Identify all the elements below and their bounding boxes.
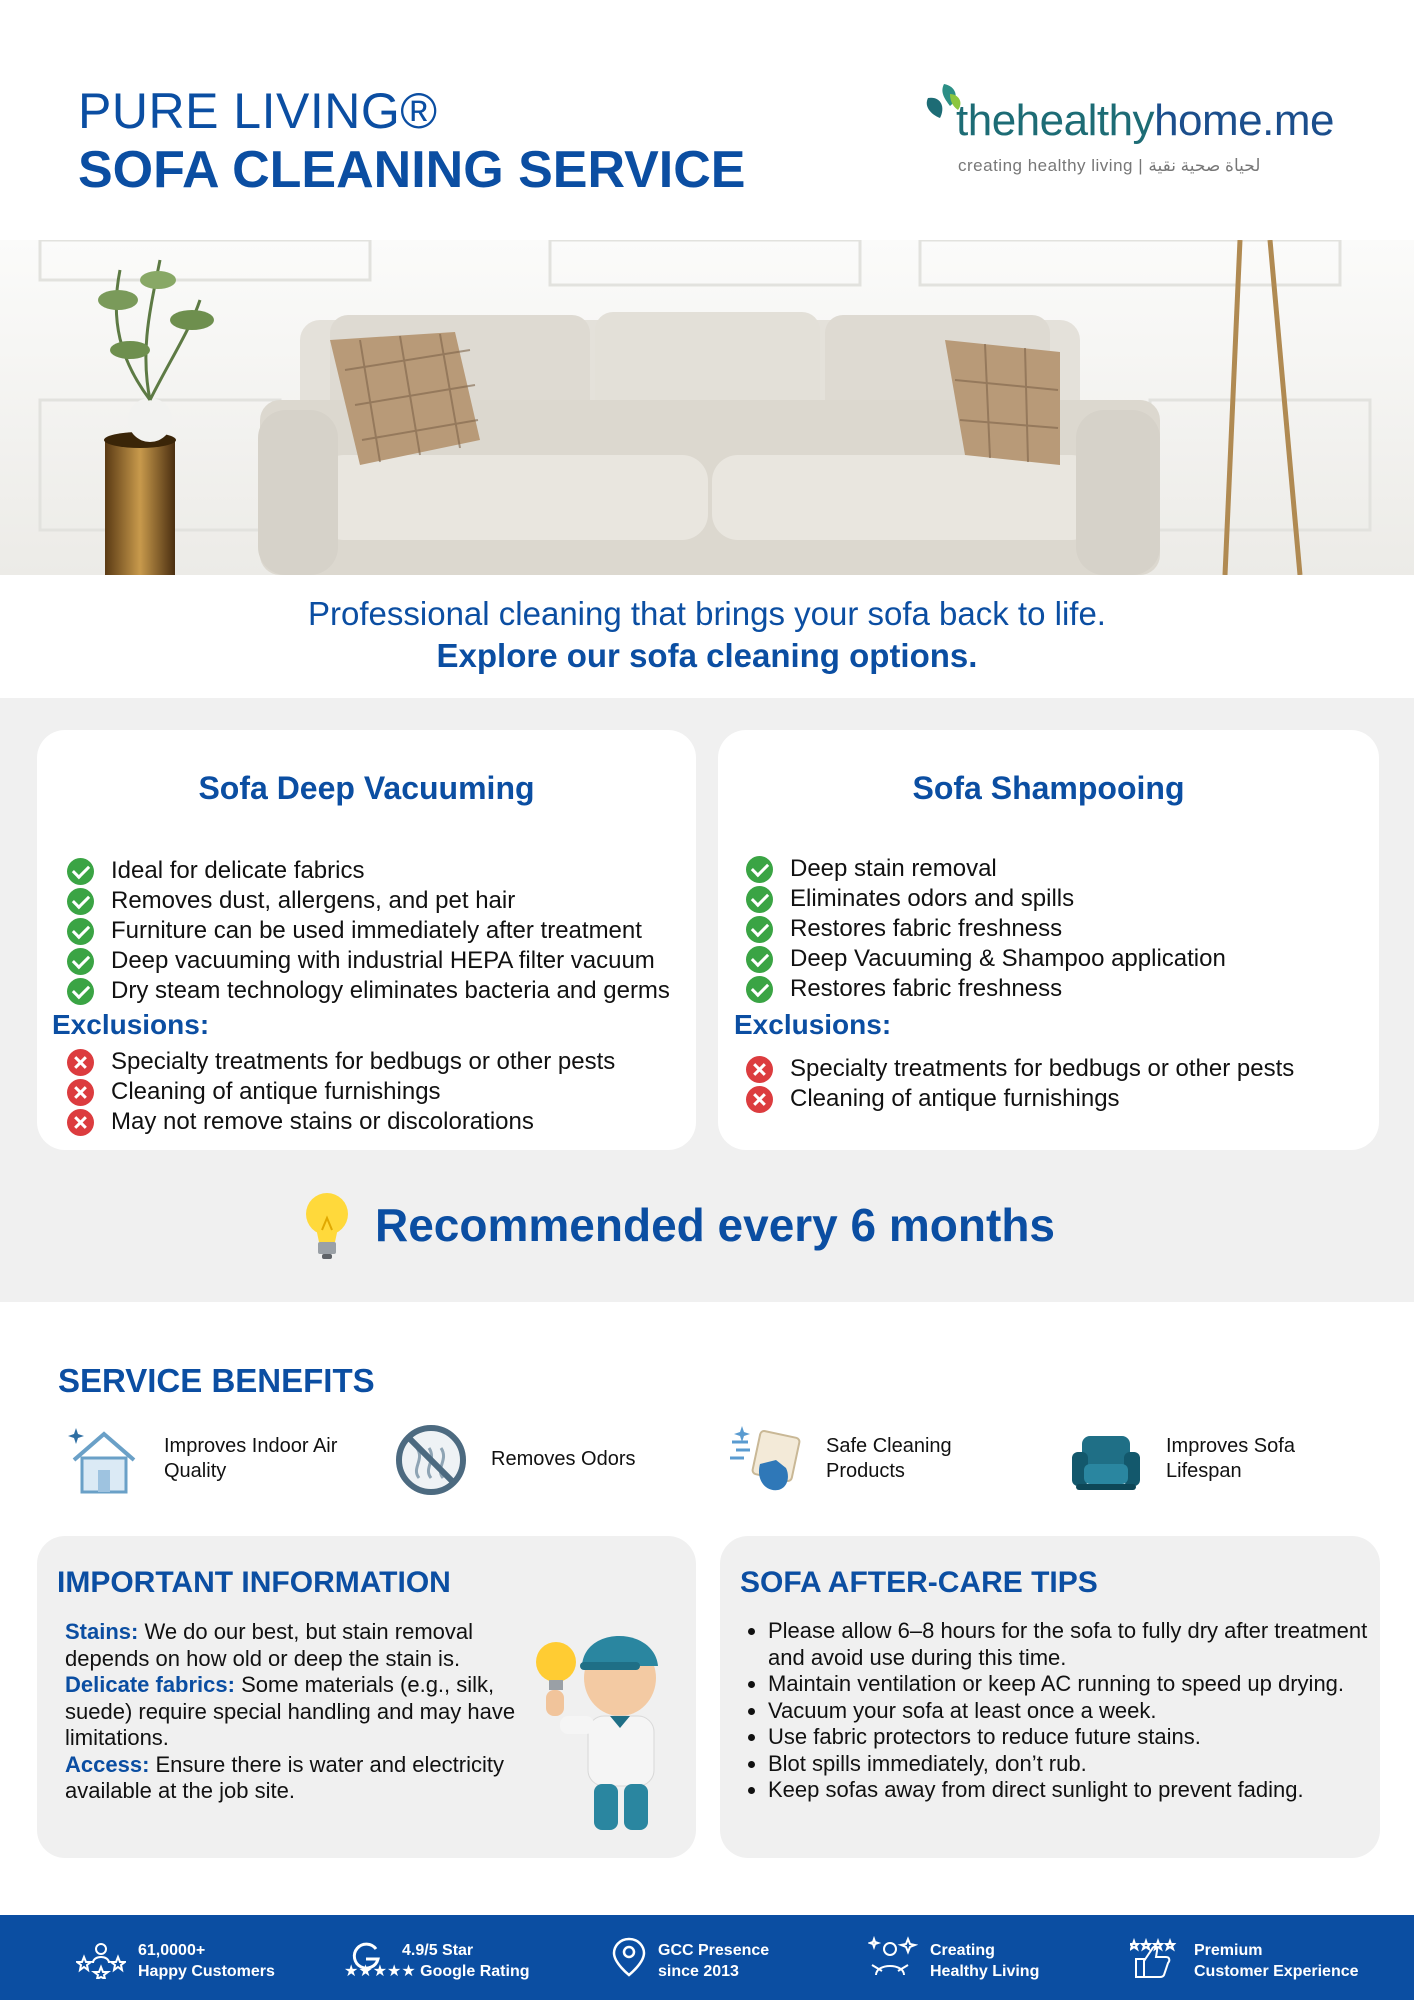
benefit-label: Improves Sofa Lifespan [1166, 1435, 1295, 1482]
house-icon [64, 1420, 144, 1500]
stat-text: GCC Presence since 2013 [658, 1942, 770, 1980]
cross-icon [746, 1086, 773, 1113]
important-info-heading: IMPORTANT INFORMATION [57, 1566, 451, 1599]
aftercare-tip: • Use fabric protectors to reduce future stains. [768, 1724, 1374, 1751]
company-logo[interactable] [922, 82, 1362, 182]
feature-item: Deep vacuuming with industrial HEPA filter vacuum [67, 946, 670, 976]
technician-mascot-icon [524, 1616, 674, 1836]
cross-icon [67, 1109, 94, 1136]
check-icon [746, 946, 773, 973]
thumbs-up-icon [1130, 1935, 1180, 1979]
check-icon [67, 918, 94, 945]
armchair-icon [1066, 1420, 1146, 1500]
feature-item: Furniture can be used immediately after treatment [67, 916, 670, 946]
benefits-heading: SERVICE BENEFITS [58, 1362, 375, 1399]
header [0, 0, 1414, 240]
cross-icon [746, 1056, 773, 1083]
exclusions-heading: Exclusions: [52, 1009, 210, 1040]
check-icon [746, 916, 773, 943]
option-title: Sofa Shampooing [912, 770, 1185, 806]
exclusion-list [67, 1047, 615, 1137]
brand-title: PURE LIVING® [78, 83, 438, 139]
check-icon [67, 858, 94, 885]
aftercare-tip: • Blot spills immediately, don’t rub. [768, 1751, 1374, 1778]
exclusion-item: Cleaning of antique furnishings [67, 1077, 615, 1107]
no-odor-icon [391, 1420, 471, 1500]
lightbulb-icon [302, 1190, 352, 1262]
aftercare-tip: • Vacuum your sofa at least once a week. [768, 1698, 1374, 1725]
check-icon [746, 976, 773, 1003]
sofa-illustration [0, 240, 1414, 575]
exclusion-item: Specialty treatments for bedbugs or other pests [67, 1047, 615, 1077]
feature-item: Deep Vacuuming & Shampoo application [746, 944, 1226, 974]
check-icon [67, 888, 94, 915]
benefit-label: Removes Odors [491, 1448, 636, 1470]
recommendation-banner [0, 1190, 1414, 1270]
cleaning-cloth-icon [726, 1420, 806, 1500]
check-icon [67, 948, 94, 975]
important-info-card [37, 1536, 696, 1858]
feature-item: Removes dust, allergens, and pet hair [67, 886, 670, 916]
logo-tagline: creating healthy living | لحياة صحية نقية [958, 156, 1261, 175]
feature-item: Eliminates odors and spills [746, 884, 1226, 914]
check-icon [67, 978, 94, 1005]
page-title: SOFA CLEANING SERVICE [78, 141, 746, 199]
recommendation-text: Recommended every 6 months [375, 1199, 1056, 1251]
intro-cta: Explore our sofa cleaning options. [436, 637, 978, 674]
intro-tagline: Professional cleaning that brings your sofa back to life. [308, 595, 1106, 632]
cross-icon [67, 1049, 94, 1076]
stars-people-icon [76, 1935, 126, 1979]
benefit-label: Safe Cleaning Products [826, 1435, 952, 1482]
aftercare-tip: • Keep sofas away from direct sunlight to prevent fading. [768, 1777, 1374, 1804]
feature-list [67, 856, 670, 1006]
exclusion-item: May not remove stains or discolorations [67, 1107, 615, 1137]
check-icon [746, 856, 773, 883]
aftercare-tip: • Maintain ventilation or keep AC running to speed up drying. [768, 1671, 1374, 1698]
feature-item: Restores fabric freshness [746, 914, 1226, 944]
feature-item: Ideal for delicate fabrics [67, 856, 670, 886]
feature-item: Dry steam technology eliminates bacteria and germs [67, 976, 670, 1006]
check-icon [746, 886, 773, 913]
intro-section [0, 575, 1414, 698]
option-card-deep-vacuuming [37, 730, 696, 1150]
feature-list [746, 854, 1226, 1004]
aftercare-tips-list [744, 1618, 1374, 1804]
cross-icon [67, 1079, 94, 1106]
aftercare-tip: • Please allow 6–8 hours for the sofa to fully dry after treatment and avoid use during this time. [768, 1618, 1374, 1671]
aftercare-tips-card [720, 1536, 1380, 1858]
important-info-body: Stains: We do our best, but stain removal depends on how old or deep the stain is. Delicate fabrics: Some materials (e.g., silk, suede) require special handling and may have limitations. Access: Ensure there is water and electricity available at the job site. [65, 1619, 516, 1803]
location-pin-icon [604, 1935, 654, 1979]
feature-item: Deep stain removal [746, 854, 1226, 884]
feature-item: Restores fabric freshness [746, 974, 1226, 1004]
exclusion-item: Specialty treatments for bedbugs or other pests [746, 1054, 1294, 1084]
logo-wordmark: thehealthyhome.me [956, 96, 1334, 145]
stat-text: 4.9/5 Star ★★★★★ Google Rating [344, 1942, 530, 1980]
aftercare-heading: SOFA AFTER-CARE TIPS [740, 1566, 1098, 1599]
stat-text: Creating Healthy Living [930, 1942, 1040, 1980]
exclusion-item: Cleaning of antique furnishings [746, 1084, 1294, 1114]
exclusions-heading: Exclusions: [734, 1009, 892, 1040]
benefit-label: Improves Indoor Air Quality [164, 1435, 338, 1482]
hero-sofa-image [0, 240, 1414, 575]
stat-text: 61,0000+ Happy Customers [138, 1942, 275, 1980]
option-title: Sofa Deep Vacuuming [198, 770, 535, 806]
footer-stats-bar [0, 1915, 1414, 2000]
exclusion-list [746, 1054, 1294, 1114]
option-card-shampooing [718, 730, 1379, 1150]
sparkle-hands-icon [868, 1935, 918, 1979]
stat-text: Premium Customer Experience [1194, 1942, 1359, 1980]
